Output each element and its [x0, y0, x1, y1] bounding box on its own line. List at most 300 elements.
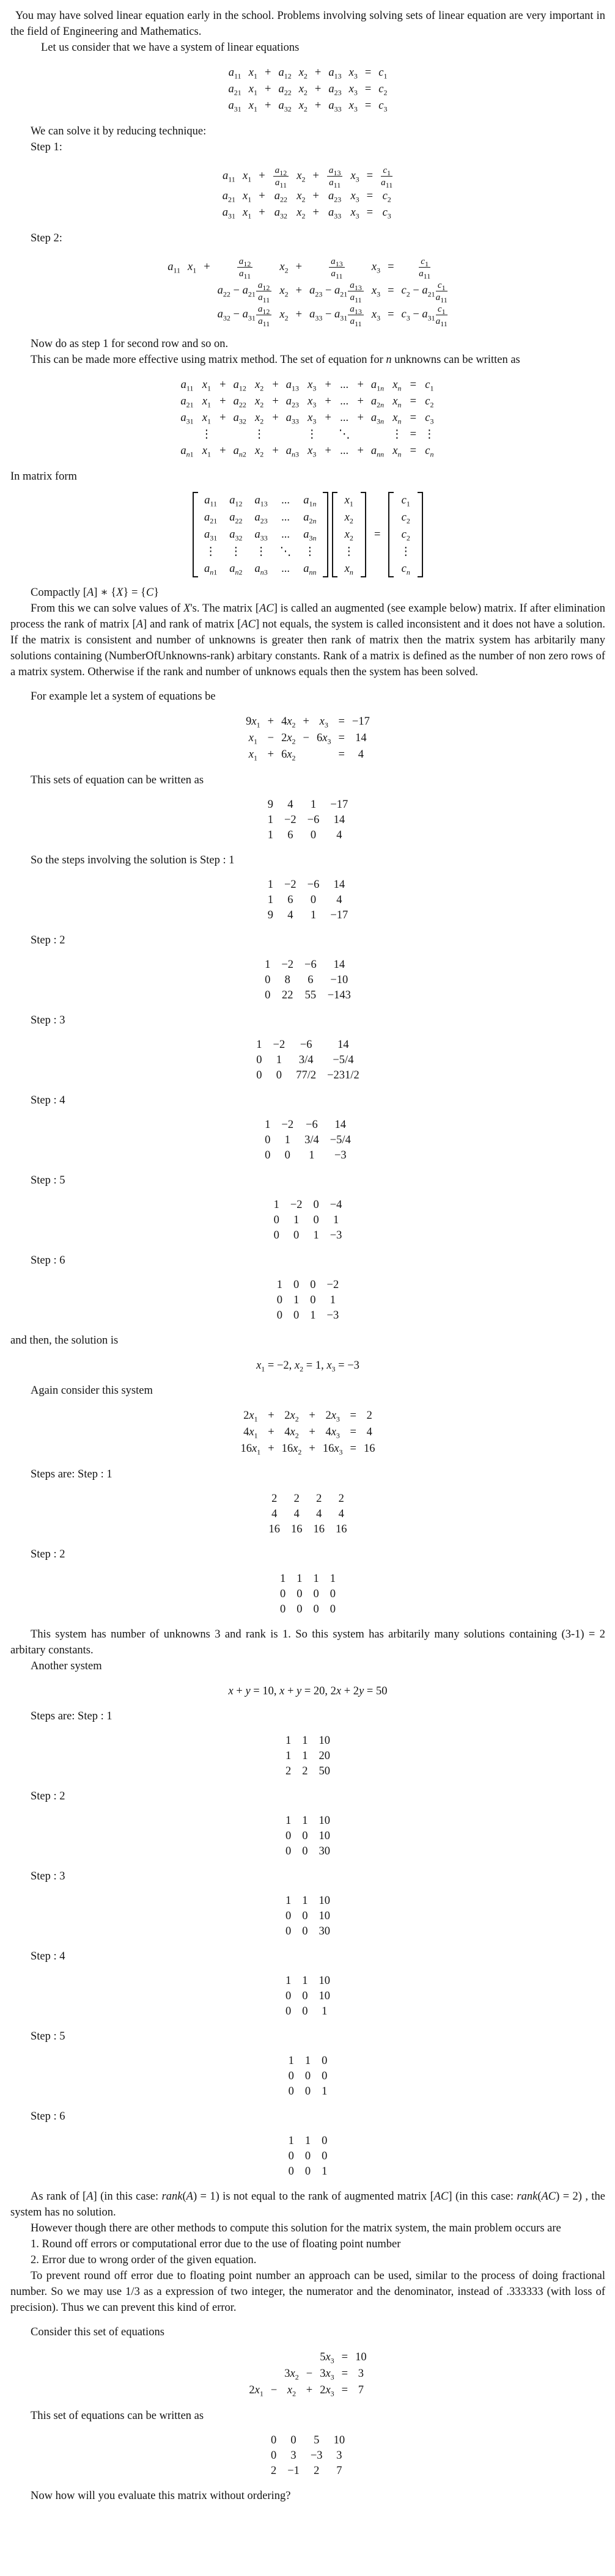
matrix-cell: +: [312, 169, 319, 182]
matrix-cell: $2x_2$: [284, 1409, 299, 1424]
list-item: 1. Round off errors or computational error due to the use of floating point number: [31, 2238, 401, 2250]
matrix-cell: =: [364, 100, 372, 112]
matrix-cell: 1: [256, 1038, 262, 1051]
matrix-cell: $x_3$: [371, 308, 381, 323]
matrix-cell: $4x_2$: [284, 1425, 299, 1440]
matrix-cell: 4: [316, 1507, 322, 1520]
equation-table: [177, 377, 438, 459]
matrix-cell: $x_2$: [254, 395, 264, 409]
matrix-cell: 1: [288, 2134, 294, 2147]
closing-question: Now how will you evaluate this matrix without ordering?: [31, 2489, 291, 2502]
matrix-cell: $a_{33}$: [285, 411, 300, 426]
matrix-cell: 16: [268, 1523, 280, 1535]
matrix-cell: $16x_1$: [240, 1442, 261, 1457]
matrix-cell: 0: [285, 1925, 292, 1937]
matrix-cell: $a_{31}$: [204, 528, 218, 543]
matrix-cell: 0: [322, 2069, 328, 2082]
matrix-cell: ...: [281, 528, 290, 541]
matrix-cell: 4: [336, 829, 342, 841]
matrix-cell: $16x_2$: [281, 1442, 302, 1457]
fraction: $\frac{a_{13}}{a_{11}}$: [347, 280, 364, 302]
matrix-cell: 0: [304, 2165, 311, 2178]
matrix-row: [225, 81, 391, 98]
matrix-cell: $x_2$: [296, 169, 306, 184]
matrix-cell: ⋱: [279, 545, 292, 558]
matrix-table: [280, 1974, 336, 2019]
matrix-cell: +: [325, 444, 331, 457]
matrix-cell: $x_3$: [308, 395, 317, 409]
matrix-cell: ...: [340, 411, 349, 424]
matrix-cell: =: [410, 378, 417, 391]
matrix-cell: $a_{33}$: [328, 206, 342, 221]
matrix-cell: +: [268, 1425, 274, 1438]
step-matrix: [10, 877, 605, 923]
matrix-cell: ⋮: [424, 428, 435, 441]
matrix-row: [280, 1894, 336, 1909]
matrix-cell: −6: [300, 1038, 312, 1051]
matrix-cell: =: [350, 1409, 356, 1422]
matrix-cell: −: [267, 731, 274, 744]
matrix-cell: $a_{23} - a_{21}$ $\frac{a_{13}}{a_{11}}$: [306, 279, 368, 303]
equation-table: [164, 255, 452, 327]
matrix-cell: 0: [276, 1069, 282, 1081]
matrix-cell: 1: [309, 1149, 315, 1162]
matrix-cell: $3x_3$: [320, 2367, 334, 2382]
matrix-cell: 0: [310, 893, 317, 906]
matrix-cell: $9x_1$: [246, 715, 260, 730]
matrix-cell: 4: [271, 1507, 278, 1520]
matrix-cell: 4: [287, 909, 293, 921]
matrix-cell: $a_{21}$: [228, 83, 241, 97]
paragraph: Compactly [A] ∗ {X} = {C}: [31, 586, 160, 599]
matrix-table: [271, 1278, 344, 1323]
matrix-cell: $c_2$: [425, 395, 434, 409]
example-system: [10, 714, 605, 763]
matrix-cell: 1: [302, 1974, 308, 1987]
paragraph: Again consider this system: [31, 1384, 153, 1397]
matrix-cell: $a_{22}$: [274, 189, 288, 204]
matrix-cell: −2: [273, 1038, 285, 1051]
matrix-cell: =: [338, 748, 345, 761]
matrix-cell: $c_3$: [378, 100, 388, 114]
matrix-cell: $x_2$: [279, 308, 289, 323]
matrix-row: [337, 560, 361, 577]
left-bracket: [332, 492, 337, 577]
matrix-cell: 10: [319, 1814, 330, 1827]
inline-math: [AC]: [255, 602, 278, 615]
matrix-cell: $a_{32}$: [233, 411, 246, 426]
matrix-cell: $x_2$: [254, 378, 264, 393]
matrix-row: [262, 908, 354, 923]
matrix-cell: =: [350, 1442, 356, 1455]
matrix-cell: ⋮: [304, 545, 316, 558]
matrix-cell: $4x_1$: [243, 1425, 258, 1440]
matrix-cell: $a_{33} - a_{31}$ $\frac{a_{13}}{a_{11}}$: [306, 303, 368, 327]
matrix-cell: 1: [313, 1229, 319, 1242]
matrix-row: [225, 98, 391, 114]
matrix-cell: 0: [302, 1845, 308, 1857]
matrix-cell: 1: [313, 1572, 319, 1585]
paragraph: Now do as step 1 for second row and so on.: [31, 337, 229, 350]
matrix-cell: +: [314, 83, 322, 95]
matrix-cell: $x_n$: [344, 562, 353, 577]
matrix-cell: 10: [333, 2434, 345, 2446]
matrix-cell: 0: [256, 1069, 262, 1081]
matrix-cell: 1: [302, 1734, 308, 1747]
matrix-cell: $c_2 - a_{21}$ $\frac{c_1}{a_{11}}$: [401, 279, 447, 304]
matrix-equation: [10, 492, 605, 577]
matrix-cell: 1: [267, 893, 273, 906]
matrix-row: [245, 2366, 370, 2382]
matrix-cell: $a_{23}$: [328, 189, 342, 204]
matrix-cell: 3: [336, 2449, 342, 2462]
matrix-cell: 0: [290, 2434, 296, 2446]
matrix-cell: +: [357, 395, 364, 408]
matrix-cell: 16: [336, 1523, 347, 1535]
matrix-cell: +: [357, 444, 364, 457]
matrix-cell: +: [204, 260, 210, 273]
matrix-cell: $a_{23}$: [328, 83, 342, 97]
step-label: Step : 6: [31, 2110, 65, 2123]
matrix-row: [198, 560, 323, 577]
matrix-cell: +: [259, 206, 265, 219]
matrix-cell: $c_2$: [401, 528, 410, 543]
matrix-row: [177, 393, 438, 410]
inline-math: [AC]: [430, 2190, 452, 2203]
matrix-row: [280, 1909, 336, 1924]
paragraph: However though there are other methods to compute this solution for the matrix system, the main problem occurs are: [31, 2222, 561, 2234]
matrix-cell: 1: [285, 1974, 292, 1987]
step-label: Step : 4: [31, 1950, 65, 1963]
matrix-cell: +: [312, 206, 319, 219]
matrix-cell: $x_2$: [296, 189, 306, 204]
matrix-cell: −2: [284, 878, 296, 891]
matrix-row: [280, 1733, 336, 1749]
step-label: Step : 2: [31, 1548, 65, 1561]
third-system-line: x + y = 10, x + y = 20, 2x + 2y = 50: [228, 1685, 388, 1697]
step-matrix: [10, 957, 605, 1003]
matrix-cell: 10: [319, 1974, 330, 1987]
matrix-cell: ⋮: [201, 428, 213, 441]
matrix-row: [245, 2382, 370, 2399]
matrix-cell: $c_n$: [425, 444, 434, 459]
matrix-cell: ...: [281, 511, 290, 524]
matrix-cell: $a_{2n}$: [303, 511, 317, 525]
matrix-cell: $c_2$: [378, 83, 388, 97]
matrix-cell: $4x_3$: [325, 1425, 340, 1440]
matrix-cell: =: [410, 411, 417, 424]
matrix-cell: $a_{2n}$: [370, 395, 385, 409]
matrix-cell: 0: [293, 1309, 300, 1322]
matrix-cell: +: [357, 411, 364, 424]
system-nxn: [10, 377, 605, 459]
matrix-cell: $a_{22}$: [278, 83, 292, 97]
matrix-cell: 0: [302, 2005, 308, 2018]
matrix-cell: 2: [366, 1409, 372, 1422]
matrix-cell: 77/2: [296, 1069, 317, 1081]
matrix-cell: 0: [302, 1989, 308, 2002]
inline-math: [AC]: [237, 618, 260, 631]
matrix-cell: ...: [281, 494, 290, 507]
matrix-cell: 0: [285, 1845, 292, 1857]
matrix-cell: $a_{nn}$: [370, 444, 385, 459]
matrix-cell: 7: [358, 2384, 364, 2396]
matrix-cell: 1: [265, 1118, 271, 1131]
matrix-cell: $a_{33}$: [254, 528, 268, 543]
matrix-cell: $a_{n3}$: [254, 562, 268, 577]
matrix-cell: ⋮: [230, 545, 242, 558]
matrix-cell: 0: [256, 1053, 262, 1066]
fraction: $\frac{c_1}{a_{11}}$: [435, 279, 447, 304]
matrix-cell: $c_1$: [401, 494, 410, 508]
matrix-cell: $x_2$: [279, 260, 289, 275]
matrix-table: [262, 877, 354, 923]
matrix-cell: 1: [267, 878, 273, 891]
matrix-cell: +: [325, 378, 331, 391]
matrix-cell: 14: [355, 731, 367, 744]
matrix-cell: 1: [285, 1749, 292, 1762]
document: [10, 8, 605, 2504]
matrix-row: [268, 1198, 348, 1213]
matrix-cell: $x_2$: [254, 444, 264, 459]
inline-math: X: [183, 602, 191, 615]
matrix-cell: +: [259, 169, 265, 182]
matrix-cell: +: [259, 189, 265, 202]
matrix-cell: $x_3$: [348, 83, 358, 97]
matrix-cell: 0: [296, 1603, 303, 1615]
matrix-cell: +: [314, 67, 322, 79]
fraction: $\frac{c_1}{a_{11}}$: [435, 303, 447, 328]
matrix-table: [259, 957, 356, 1003]
matrix-row: [251, 1053, 364, 1068]
matrix-cell: 0: [304, 2150, 311, 2162]
matrix-cell: [214, 255, 276, 279]
matrix-cell: [267, 2349, 281, 2366]
matrix-cell: $x_2$: [298, 67, 308, 81]
matrix-cell: 0: [302, 1829, 308, 1842]
matrix-row: [263, 1491, 353, 1507]
matrix-row: [394, 543, 418, 560]
matrix-table: [283, 2054, 333, 2099]
paragraph: This sets of equation can be written as: [31, 774, 204, 786]
matrix-cell: $x_3$: [348, 100, 358, 114]
matrix-row: [394, 560, 418, 577]
matrix-cell: +: [268, 1409, 274, 1422]
matrix-row: [337, 492, 361, 509]
matrix-row: [263, 1507, 353, 1522]
inline-math: [A]: [132, 618, 147, 631]
left-bracket: [193, 492, 198, 577]
step-label: Step : 3: [31, 1870, 65, 1883]
matrix-cell: 0: [304, 2085, 311, 2098]
matrix-cell: $x_3$: [308, 444, 317, 459]
matrix-cell: [282, 426, 303, 443]
matrix-cell: $x_1$: [202, 378, 212, 393]
matrix-cell: [164, 279, 184, 303]
matrix-cell: $x_2$: [254, 411, 264, 426]
paragraph: From this we can solve values of X's. The matrix [AC] is called an augmented (see example below) matrix. If after elimination process the rank of matrix [A] and rank of matrix [AC] not equals, the system is called inconsistent and it does not have a solution. If the matrix is consistent and number of unknowns is greater then rank of matrix then the matrix system has arbitarily many solutions containing (NumberOfUnknowns-rank) arbitary constants. Rank of a matrix is defined as the number of non zero rows of a matrix system. Otherwise if the rank and number of unknows equals then the system has been solved.: [10, 602, 605, 678]
paragraph: Steps are: Step : 1: [31, 1468, 112, 1480]
matrix-cell: 0: [288, 2069, 294, 2082]
step-matrix: [10, 1733, 605, 1779]
matrix-row: [274, 1572, 341, 1587]
matrix-row: [259, 1148, 356, 1163]
fraction: $\frac{a_{13}}{a_{11}}$: [328, 256, 345, 279]
matrix-cell: +: [309, 1409, 315, 1422]
matrix-cell: 14: [333, 813, 345, 826]
matrix-row: [283, 2164, 333, 2179]
matrix-cell: =: [366, 206, 374, 219]
inline-math: rank(AC) = 2: [517, 2190, 578, 2203]
matrix-cell: 22: [281, 989, 293, 1001]
matrix-cell: [306, 255, 368, 279]
matrix-cell: +: [219, 395, 226, 408]
matrix-cell: 0: [280, 1603, 286, 1615]
matrix-cell: =: [364, 83, 372, 95]
matrix-row: [259, 1118, 356, 1133]
matrix-cell: $x_1$: [248, 731, 258, 746]
matrix-cell: $2x_1$: [249, 2384, 263, 2398]
matrix-row: [177, 426, 438, 443]
right-bracket: [418, 492, 423, 577]
matrix-cell: −3: [310, 2449, 323, 2462]
matrix-cell: 30: [319, 1925, 330, 1937]
equals-sign: =: [374, 528, 381, 541]
matrix-cell: +: [309, 1442, 315, 1455]
matrix-cell: $a_{23}$: [285, 395, 300, 409]
matrix-cell: −6: [306, 1118, 318, 1131]
paragraph: We can solve it by reducing technique:: [31, 125, 207, 137]
matrix-row: [265, 2448, 350, 2464]
matrix-row: [262, 877, 354, 893]
step2-system: [10, 255, 605, 327]
matrix-cell: =: [350, 1425, 356, 1438]
matrix-cell: $a_{23}$: [254, 511, 268, 525]
matrix-cell: $a_{1n}$: [303, 494, 317, 508]
matrix-cell: [245, 2366, 267, 2382]
matrix-table: [265, 2433, 350, 2479]
matrix-cell: 0: [284, 1149, 290, 1162]
matrix-cell: $x_3$: [350, 206, 359, 221]
matrix-cell: 0: [313, 1213, 319, 1226]
matrix-row: [242, 714, 374, 730]
matrix-cell: $x_2$: [298, 100, 308, 114]
matrix-cell: 10: [319, 1989, 330, 2002]
matrix-cell: [281, 2349, 302, 2366]
matrix-row: [283, 2054, 333, 2069]
matrix-cell: [230, 426, 250, 443]
step-matrix: [10, 1118, 605, 1163]
matrix-cell: ...: [281, 562, 290, 575]
matrix-cell: $x_3$: [371, 260, 381, 275]
matrix-row: [280, 1829, 336, 1844]
step-label: Step : 4: [31, 1094, 65, 1107]
matrix-cell: $c_2$: [401, 511, 410, 525]
matrix-cell: 1: [330, 1572, 336, 1585]
matrix-cell: $x_1$: [242, 169, 252, 184]
matrix-cell: $c_2$: [382, 189, 391, 204]
matrix-cell: 1: [285, 1734, 292, 1747]
matrix-cell: −: [270, 2384, 278, 2396]
step1-system: [10, 164, 605, 221]
matrix-table: [394, 492, 418, 577]
matrix-cell: +: [306, 2384, 313, 2396]
matrix-cell: +: [267, 715, 274, 728]
matrix-cell: [313, 747, 334, 763]
matrix-cell: 10: [319, 1909, 330, 1922]
matrix-cell: 7: [336, 2464, 342, 2477]
matrix-cell: 0: [265, 973, 271, 986]
matrix-cell: =: [341, 2367, 348, 2380]
matrix-cell: =: [388, 260, 394, 273]
matrix-cell: +: [265, 100, 271, 112]
inline-math: [A] ∗ {X} = {C}: [83, 586, 160, 599]
matrix-cell: $2x_1$: [243, 1409, 258, 1424]
matrix-row: [280, 1813, 336, 1829]
matrix-cell: +: [295, 284, 303, 297]
matrix-cell: +: [272, 444, 279, 457]
matrix-cell: $a_{n3}$: [285, 444, 300, 459]
right-bracket: [323, 492, 328, 577]
matrix-cell: 0: [280, 1587, 286, 1600]
matrix-cell: $a_{32} - a_{31}$ $\frac{a_{12}}{a_{11}}$: [214, 303, 276, 327]
matrix-cell: [303, 2349, 316, 2366]
matrix-cell: =: [366, 169, 374, 182]
matrix-cell: $c_1$: [378, 67, 388, 81]
matrix-cell: 0: [285, 1909, 292, 1922]
matrix-row: [262, 893, 354, 908]
matrix-row: [271, 1308, 344, 1323]
matrix-cell: $x_3$: [350, 169, 359, 184]
matrix-cell: $3x_2$: [284, 2367, 299, 2382]
matrix-row: [268, 1213, 348, 1228]
matrix-cell: $x_1$: [202, 395, 212, 409]
step-label: Step 2:: [31, 232, 62, 244]
matrix-cell: −17: [352, 715, 370, 728]
matrix-row: [219, 188, 397, 205]
fraction: $\frac{a_{12}}{a_{11}}$: [256, 304, 273, 326]
matrix-cell: [200, 279, 213, 303]
matrix-cell: 3/4: [298, 1053, 314, 1066]
matrix-cell: 1: [322, 2005, 328, 2018]
matrix-cell: [216, 426, 229, 443]
matrix-cell: 2: [270, 2464, 277, 2477]
matrix-row: [283, 2149, 333, 2164]
matrix-cell: 2: [293, 1492, 300, 1505]
matrix-row: [251, 1068, 364, 1083]
matrix-row: [280, 1924, 336, 1939]
step-label: Step 1:: [31, 141, 62, 153]
matrix-cell: $x_n$: [392, 378, 402, 393]
paragraph: Another system: [31, 1659, 102, 1672]
matrix-cell: $5x_3$: [320, 2351, 334, 2365]
step-label: Step : 2: [31, 1790, 65, 1802]
matrix-row: [219, 205, 397, 221]
step-matrix: [10, 2134, 605, 2179]
matrix-cell: =: [364, 67, 372, 79]
final-system: [10, 2349, 605, 2399]
matrix-cell: =: [341, 2384, 348, 2396]
inline-math: rank(A) = 1: [161, 2190, 216, 2203]
matrix-row: [251, 1037, 364, 1053]
matrix-cell: ⋮: [400, 545, 411, 558]
matrix-cell: 1: [302, 1814, 308, 1827]
matrix-cell: ⋮: [255, 545, 267, 558]
matrix-cell: −5/4: [333, 1053, 354, 1066]
matrix-cell: ...: [340, 378, 349, 391]
matrix-cell: $x_2$: [279, 284, 289, 299]
matrix-cell: 1: [285, 1894, 292, 1907]
